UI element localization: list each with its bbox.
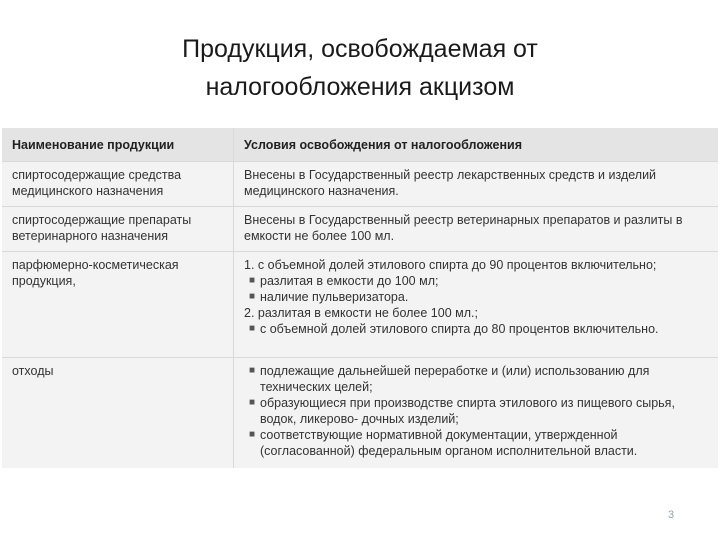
conditions-cell <box>234 358 718 468</box>
condition-text: соответствующие нормативной документации, утвержденной <box>260 428 618 442</box>
table-row <box>2 162 718 207</box>
slide-title-line-1: Продукция, освобождаемая от <box>182 35 538 63</box>
condition-text: водок, ликерово- дочных изделий; <box>260 412 459 426</box>
condition-text: 2. разлитая в емкости не более 100 мл.; <box>244 306 478 320</box>
product-text: спиртосодержащие препараты <box>12 213 192 227</box>
condition-text: разлитая в емкости до 100 мл; <box>260 274 439 288</box>
condition-text: емкости не более 100 мл. <box>244 229 395 243</box>
product-cell <box>2 162 234 206</box>
condition-text: 1. с объемной долей этилового спирта до 90 процентов включительно; <box>244 258 657 272</box>
conditions-cell <box>234 252 718 357</box>
header-conditions: Условия освобождения от налогообложения <box>244 138 522 152</box>
bullet-item <box>244 321 708 337</box>
bullet-icon: ■ <box>249 365 256 376</box>
product-text: спиртосодержащие средства <box>12 168 182 182</box>
bullet-item <box>244 289 708 305</box>
condition-text: образующиеся при производстве спирта этилового из пищевого сырья, <box>260 396 675 410</box>
slide-title-line-2: налогообложения акцизом <box>205 73 515 101</box>
conditions-cell <box>234 207 718 251</box>
bullet-item <box>244 395 708 427</box>
condition-text: Внесены в Государственный реестр лекарственных средств и изделий <box>244 168 657 182</box>
product-text: парфюмерно-косметическая <box>12 258 179 272</box>
condition-text: с объемной долей этилового спирта до 80 процентов включительно. <box>260 322 659 336</box>
numbered-item <box>244 257 708 273</box>
table-row <box>2 358 718 468</box>
condition-text: (согласованной) федеральным органом исполнительной власти. <box>260 444 638 458</box>
conditions-cell <box>234 162 718 206</box>
product-text: отходы <box>12 364 54 378</box>
product-text: ветеринарного назначения <box>12 229 169 243</box>
bullet-icon: ■ <box>249 275 256 286</box>
bullet-icon: ■ <box>249 397 256 408</box>
product-text: медицинского назначения <box>12 184 164 198</box>
condition-text: наличие пульверизатора. <box>260 290 409 304</box>
bullet-icon: ■ <box>249 429 256 440</box>
bullet-item <box>244 363 708 395</box>
table-header-row <box>2 128 718 162</box>
table-row <box>2 207 718 252</box>
numbered-item <box>244 305 708 321</box>
condition-text: Внесены в Государственный реестр ветеринарных препаратов и разлиты в <box>244 213 683 227</box>
bullet-icon: ■ <box>249 291 256 302</box>
product-cell <box>2 252 234 357</box>
condition-text: подлежащие дальнейшей переработке и (или) использованию для <box>260 364 650 378</box>
product-cell <box>2 358 234 468</box>
slide-title <box>80 30 640 106</box>
header-product: Наименование продукции <box>2 128 234 161</box>
product-cell <box>2 207 234 251</box>
condition-text: технических целей; <box>260 380 373 394</box>
bullet-item <box>244 427 708 459</box>
product-text: продукция, <box>12 274 76 288</box>
bullet-item <box>244 273 708 289</box>
bullet-icon: ■ <box>249 323 256 334</box>
table-row <box>2 252 718 358</box>
exemption-table <box>2 128 718 468</box>
page-number: 3 <box>668 509 675 521</box>
condition-text: медицинского назначения. <box>244 184 399 198</box>
